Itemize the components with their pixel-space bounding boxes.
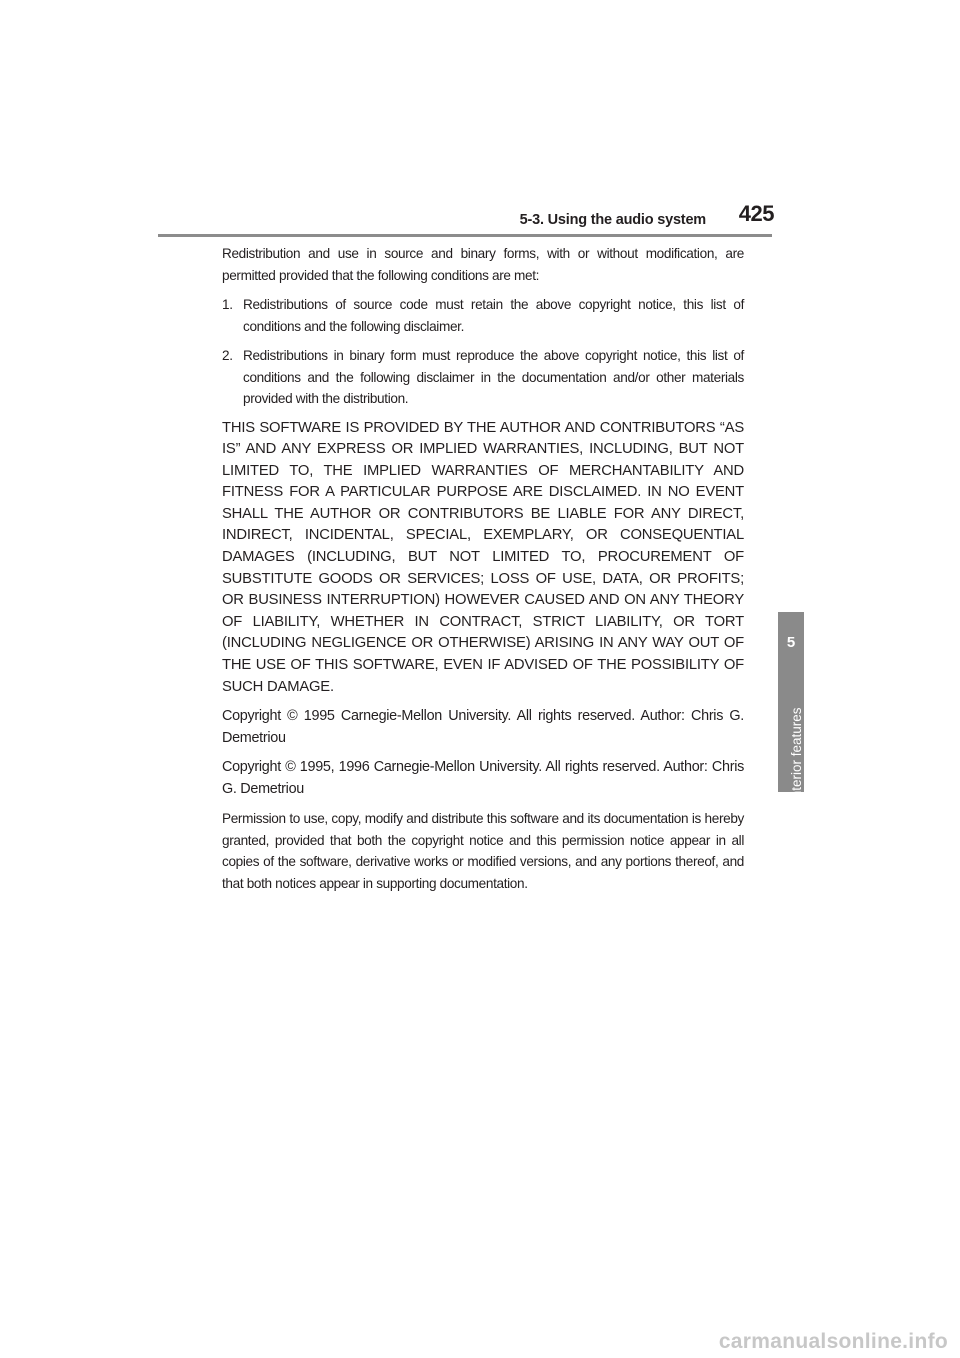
chapter-number: 5 (786, 634, 796, 651)
chapter-label: Interior features (789, 707, 804, 802)
copyright-notice-1: Copyright © 1995 Carnegie-Mellon University. All rights reserved. Author: Chris G. Demetriou (222, 708, 744, 746)
list-item-number: 1. (222, 297, 233, 312)
disclaimer-paragraph: THIS SOFTWARE IS PROVIDED BY THE AUTHOR AND CONTRIBUTORS “AS IS” AND ANY EXPRESS OR IMPLIED WARRANTIES, INCLUDING, BUT NOT LIMITED TO, THE IMPLIED WARRANTIES OF MERCHANTABILITY AND FITNESS FOR A PARTICULAR PURPOSE ARE DISCLAIMED. IN NO EVENT SHALL THE AUTHOR OR CONTRIBUTORS BE LIABLE FOR ANY DIRECT, INDIRECT, INCIDENTAL, SPECIAL, EXEMPLARY, OR CONSEQUENTIAL DAMAGES (INCLUDING, BUT NOT LIMITED TO, PROCUREMENT OF SUBSTITUTE GOODS OR SERVICES; LOSS OF USE, DATA, OR PROFITS; OR BUSINESS INTERRUPTION) HOWEVER CAUSED AND ON ANY THEORY OF LIABILITY, WHETHER IN CONTRACT, STRICT LIABILITY, OR TORT (INCLUDING NEGLIGENCE OR OTHERWISE) ARISING IN ANY WAY OUT OF THE USE OF THIS SOFTWARE, EVEN IF ADVISED OF THE POSSIBILITY OF SUCH DAMAGE. (222, 419, 744, 695)
list-item-number: 2. (222, 348, 233, 363)
intro-paragraph: Redistribution and use in source and binary forms, with or without modification, are permitted provided that the following conditions are met: (222, 246, 744, 283)
header-divider (158, 234, 772, 237)
license-text-body (222, 243, 744, 902)
list-item-text: Redistributions in binary form must reproduce the above copyright notice, this list of conditions and the following disclaimer in the documentation and/or other materials provided with the distribution. (243, 348, 744, 406)
permission-paragraph: Permission to use, copy, modify and distribute this software and its documentation is hereby granted, provided that both the copyright notice and this permission notice appear in all copies of the software, derivative works or modified versions, and any portions thereof, and that both notices appear in supporting documentation. (222, 811, 744, 891)
list-item (222, 294, 744, 337)
page-number: 425 (738, 201, 774, 226)
section-title: 5-3. Using the audio system (519, 212, 706, 228)
watermark: carmanualsonline.info (718, 1330, 948, 1353)
list-item (222, 345, 744, 410)
page-header (222, 200, 774, 236)
list-item-text: Redistributions of source code must retain the above copyright notice, this list of conditions and the following disclaimer. (243, 297, 744, 334)
chapter-side-tab (778, 612, 804, 802)
copyright-notice-2: Copyright © 1995, 1996 Carnegie-Mellon University. All rights reserved. Author: Chris G. Demetriou (222, 759, 744, 797)
